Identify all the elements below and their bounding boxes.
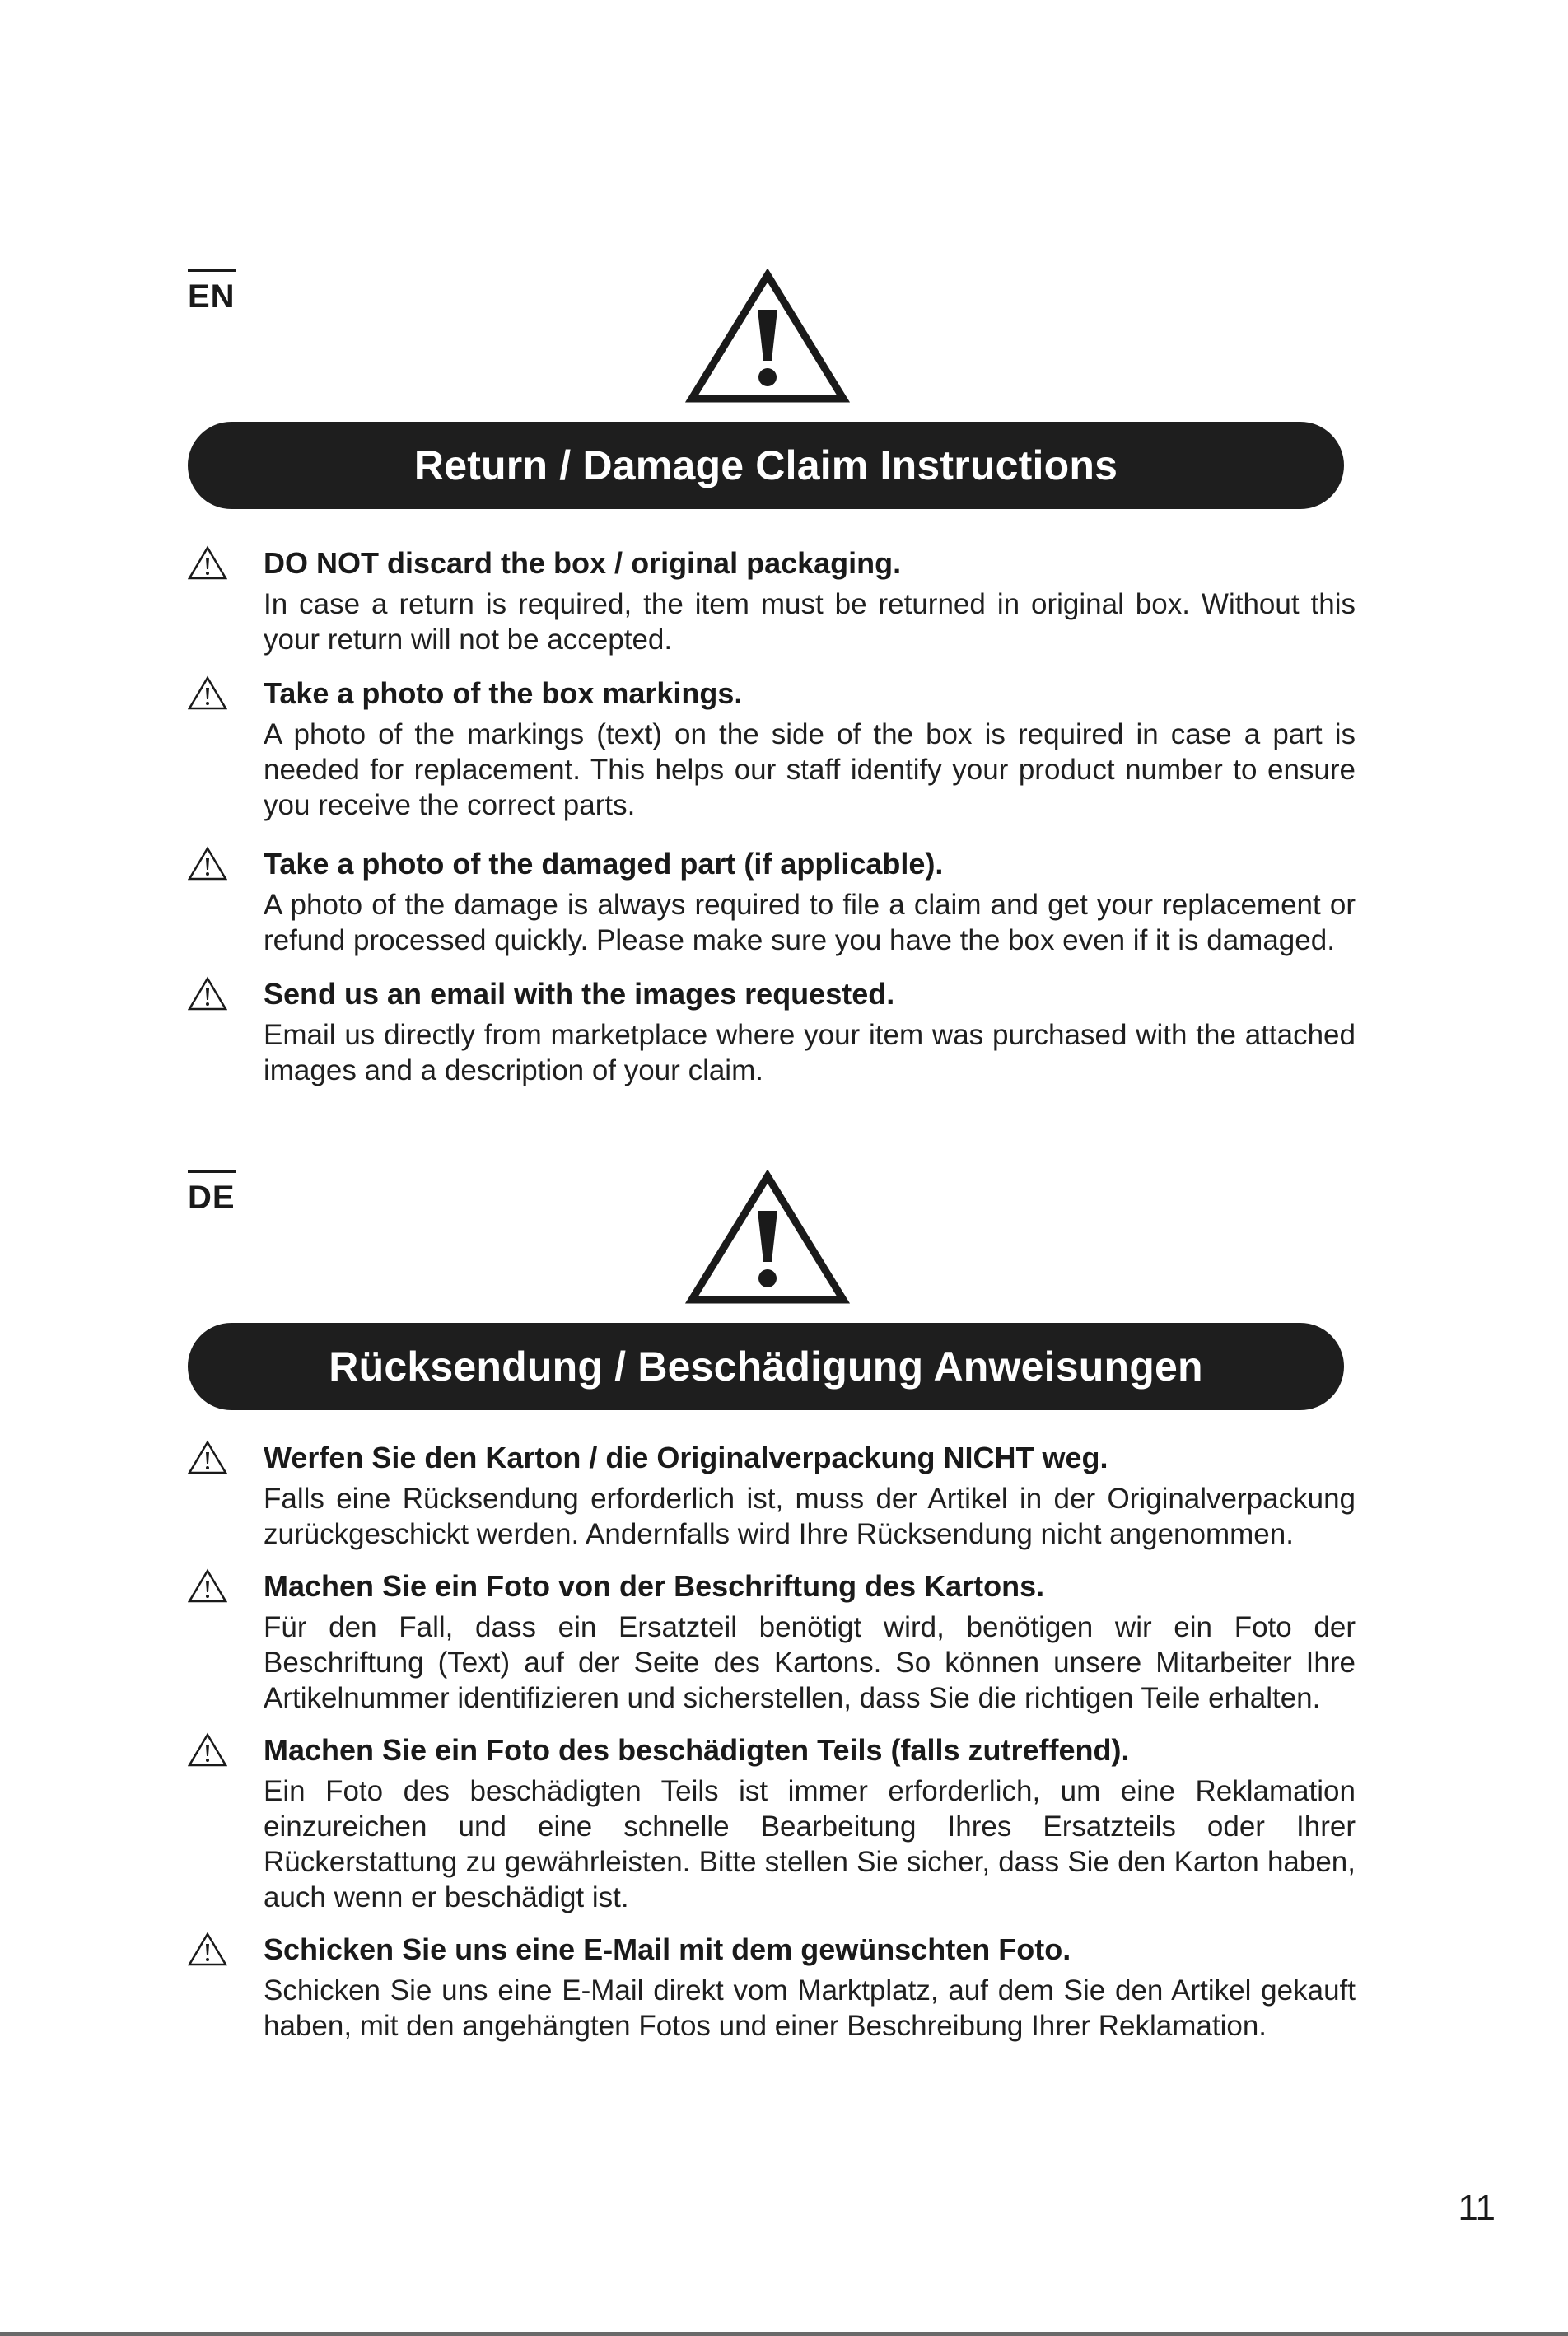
instruction-text: In case a return is required, the item must be returned in original box. Without this your return will not be accepted.	[264, 588, 1356, 656]
instruction-item	[188, 1567, 1356, 1716]
section-title-de: Rücksendung / Beschädigung Anweisungen	[329, 1343, 1203, 1390]
instruction-item	[188, 1930, 1356, 2044]
warning-triangle-outline-icon	[188, 1932, 227, 1966]
instruction-text: A photo of the damage is always required to file a claim and get your replacement or refund processed quickly. Please make sure you have the box even if it is damaged.	[264, 889, 1356, 956]
instruction-item	[188, 974, 1356, 1088]
warning-triangle-outline-icon	[188, 1732, 227, 1767]
instruction-title: Machen Sie ein Foto des beschädigten Teils (falls zutreffend).	[264, 1733, 1130, 1767]
warning-triangle-outline-icon	[188, 675, 227, 710]
instruction-title: Take a photo of the box markings.	[264, 676, 743, 710]
instruction-title: Schicken Sie uns eine E-Mail mit dem gewünschten Foto.	[264, 1932, 1071, 1966]
instruction-text: Schicken Sie uns eine E-Mail direkt vom Marktplatz, auf dem Sie den Artikel gekauft haben, mit den angehängten Fotos und einer Beschreibung Ihrer Reklamation.	[264, 1974, 1356, 2042]
instruction-text: Email us directly from marketplace where your item was purchased with the attached images and a description of your claim.	[264, 1019, 1356, 1086]
instruction-text: Ein Foto des beschädigten Teils ist immer erforderlich, um eine Reklamation einzureichen und eine schnelle Bearbeitung Ihres Ersatzteils oder Ihrer Rückerstattung zu gewährleisten. Bitte stellen Sie sicher, dass Sie den Karton haben, auch wenn er beschädigt ist.	[264, 1775, 1356, 1913]
section-title-en: Return / Damage Claim Instructions	[413, 442, 1118, 488]
instruction-title: Send us an email with the images requested.	[264, 977, 895, 1011]
instruction-title: DO NOT discard the box / original packaging.	[264, 546, 902, 580]
warning-triangle-outline-icon	[188, 1568, 227, 1603]
section-title-banner-en	[188, 422, 1344, 509]
bottom-divider	[0, 2332, 1568, 2336]
instruction-item	[188, 1731, 1356, 1915]
language-tag-de: DE	[188, 1170, 236, 1214]
language-tag-en: EN	[188, 269, 236, 313]
warning-triangle-outline-icon	[188, 545, 227, 580]
instruction-title: Werfen Sie den Karton / die Originalverpackung NICHT weg.	[264, 1441, 1108, 1474]
instruction-item	[188, 544, 1356, 657]
warning-triangle-icon	[685, 269, 850, 405]
instruction-title: Take a photo of the damaged part (if applicable).	[264, 847, 944, 881]
section-title-banner-de	[188, 1323, 1344, 1410]
instruction-item	[188, 844, 1356, 958]
warning-triangle-icon	[685, 1170, 850, 1306]
page-number: 11	[1458, 2188, 1496, 2228]
warning-triangle-outline-icon	[188, 1440, 227, 1474]
instruction-list-de	[188, 1438, 1356, 2044]
instruction-item	[188, 1438, 1356, 1552]
instruction-text: A photo of the markings (text) on the side of the box is required in case a part is needed for replacement. This helps our staff identify your product number to ensure you receive the correct parts.	[264, 718, 1356, 821]
warning-triangle-outline-icon	[188, 846, 227, 881]
instruction-item	[188, 674, 1356, 823]
instruction-title: Machen Sie ein Foto von der Beschriftung des Kartons.	[264, 1569, 1045, 1603]
instruction-text: Falls eine Rücksendung erforderlich ist, muss der Artikel in der Originalverpackung zurückgeschickt werden. Andernfalls wird Ihre Rücksendung nicht angenommen.	[264, 1483, 1356, 1550]
warning-triangle-outline-icon	[188, 976, 227, 1011]
instruction-text: Für den Fall, dass ein Ersatzteil benötigt wird, benötigen wir ein Foto der Beschriftung (Text) auf der Seite des Kartons. So können unsere Mitarbeiter Ihre Artikelnummer identifizieren und sicherstellen, dass Sie die richtigen Teile erhalten.	[264, 1611, 1356, 1714]
instruction-list-en	[188, 544, 1356, 1088]
